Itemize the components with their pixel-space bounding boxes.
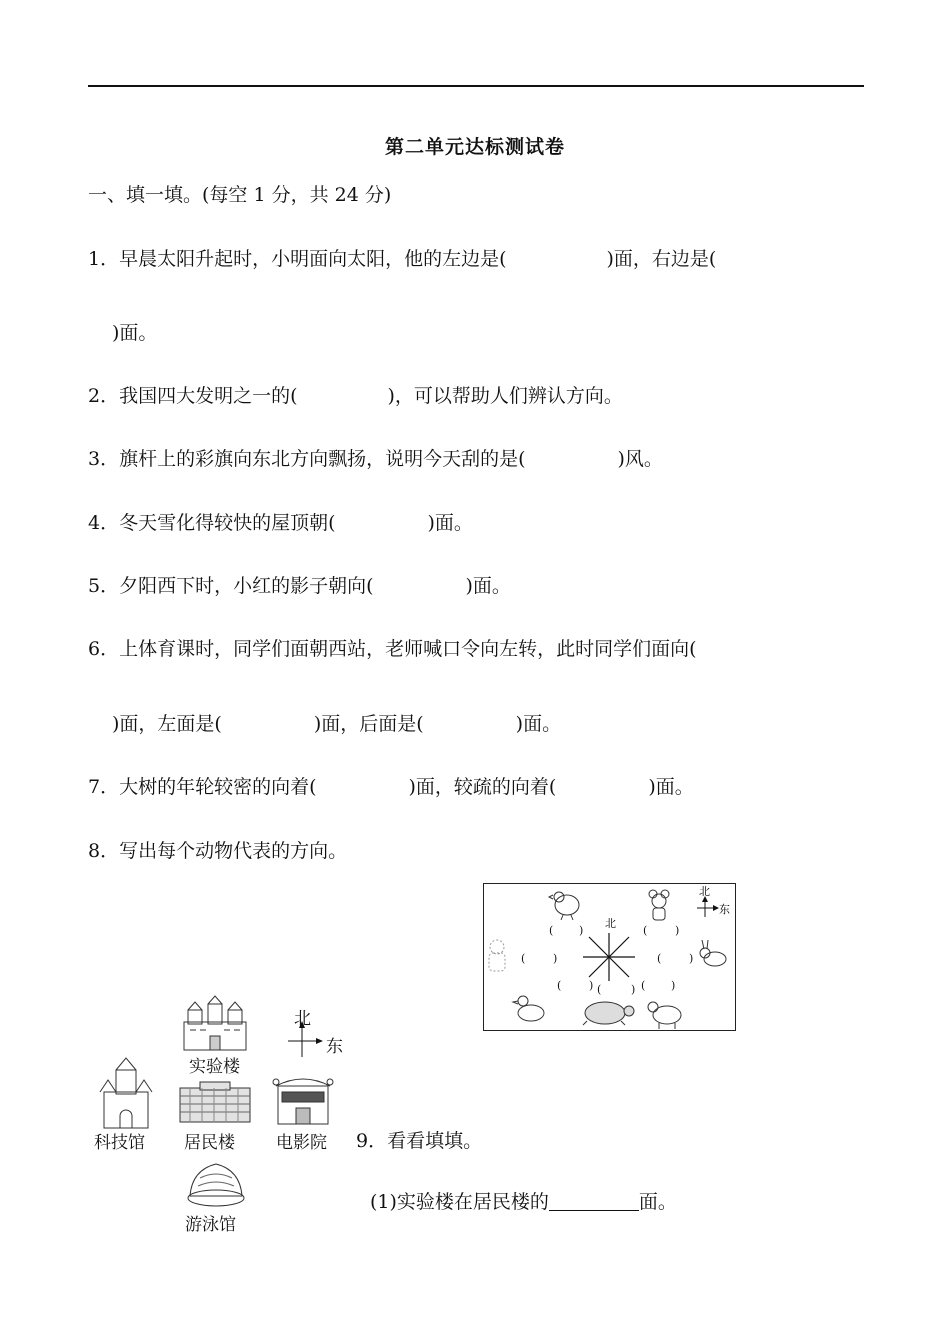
question-3: 3．旗杆上的彩旗向东北方向飘扬，说明今天刮的是( )风。 — [88, 448, 663, 470]
lab-building-label: 实验楼 — [189, 1057, 240, 1077]
paren-e-close: ) — [689, 952, 694, 965]
question-7: 7．大树的年轮较密的向着( )面，较疏的向着( )面。 — [88, 776, 694, 798]
science-museum-label: 科技馆 — [94, 1133, 145, 1153]
section-heading: 一、填一填。(每空 1 分，共 24 分) — [88, 184, 392, 206]
question-8: 8．写出每个动物代表的方向。 — [88, 840, 348, 862]
question-5: 5．夕阳西下时，小红的影子朝向( )面。 — [88, 575, 511, 597]
residential-building-icon — [178, 1080, 252, 1124]
building-north-label: 北 — [294, 1009, 311, 1029]
cinema-label: 电影院 — [276, 1133, 327, 1153]
rabbit-icon — [700, 940, 726, 966]
paren-sw-open: ( — [557, 979, 562, 992]
compass-arrows-small — [697, 896, 719, 917]
sheep-icon — [648, 1002, 681, 1029]
question-2: 2．我国四大发明之一的( )，可以帮助人们辨认方向。 — [88, 385, 623, 407]
top-rule — [88, 85, 864, 87]
lab-building-icon — [180, 996, 250, 1052]
mouse-icon — [649, 890, 669, 920]
chicken-icon — [549, 892, 579, 920]
swimming-pool-label: 游泳馆 — [185, 1215, 236, 1235]
question-9-1: (1)实验楼在居民楼的 面。 — [370, 1191, 677, 1213]
answer-blank-9-1[interactable] — [549, 1192, 639, 1211]
paren-s-close: ) — [631, 983, 636, 996]
paren-ne-close: ) — [675, 924, 680, 937]
question-9: 9．看看填填。 — [356, 1130, 483, 1152]
turtle-icon — [583, 1002, 634, 1025]
paren-nw-close: ) — [579, 924, 584, 937]
paren-se-close: ) — [671, 979, 676, 992]
science-museum-icon — [98, 1058, 154, 1130]
animal-direction-diagram — [483, 883, 737, 1033]
cinema-icon — [272, 1076, 334, 1126]
paren-nw-open: ( — [549, 924, 554, 937]
paren-e-open: ( — [657, 952, 662, 965]
duck-icon — [513, 996, 544, 1021]
tiger-icon — [489, 940, 505, 971]
paren-s-open: ( — [597, 983, 602, 996]
paren-w-close: ) — [553, 952, 558, 965]
diagram-east-label: 东 — [719, 903, 730, 916]
residential-building-label: 居民楼 — [184, 1133, 235, 1153]
question-4: 4．冬天雪化得较快的屋顶朝( )面。 — [88, 512, 473, 534]
question-1: 1．早晨太阳升起时，小明面向太阳，他的左边是( )面，右边是( — [88, 248, 717, 270]
building-east-label: 东 — [326, 1037, 343, 1057]
question-1-cont: )面。 — [112, 322, 158, 344]
direction-star — [583, 933, 635, 981]
question-6: 6．上体育课时，同学们面朝西站，老师喊口令向左转，此时同学们面向( — [88, 638, 697, 660]
paren-ne-open: ( — [643, 924, 648, 937]
page-title: 第二单元达标测试卷 — [384, 136, 565, 158]
paren-sw-close: ) — [589, 979, 594, 992]
swimming-pool-icon — [184, 1156, 248, 1208]
paren-se-open: ( — [641, 979, 646, 992]
question-6-cont: )面，左面是( )面，后面是( )面。 — [112, 713, 562, 735]
diagram-north-label: 北 — [699, 885, 710, 898]
star-north-label: 北 — [605, 917, 616, 930]
paren-w-open: ( — [521, 952, 526, 965]
